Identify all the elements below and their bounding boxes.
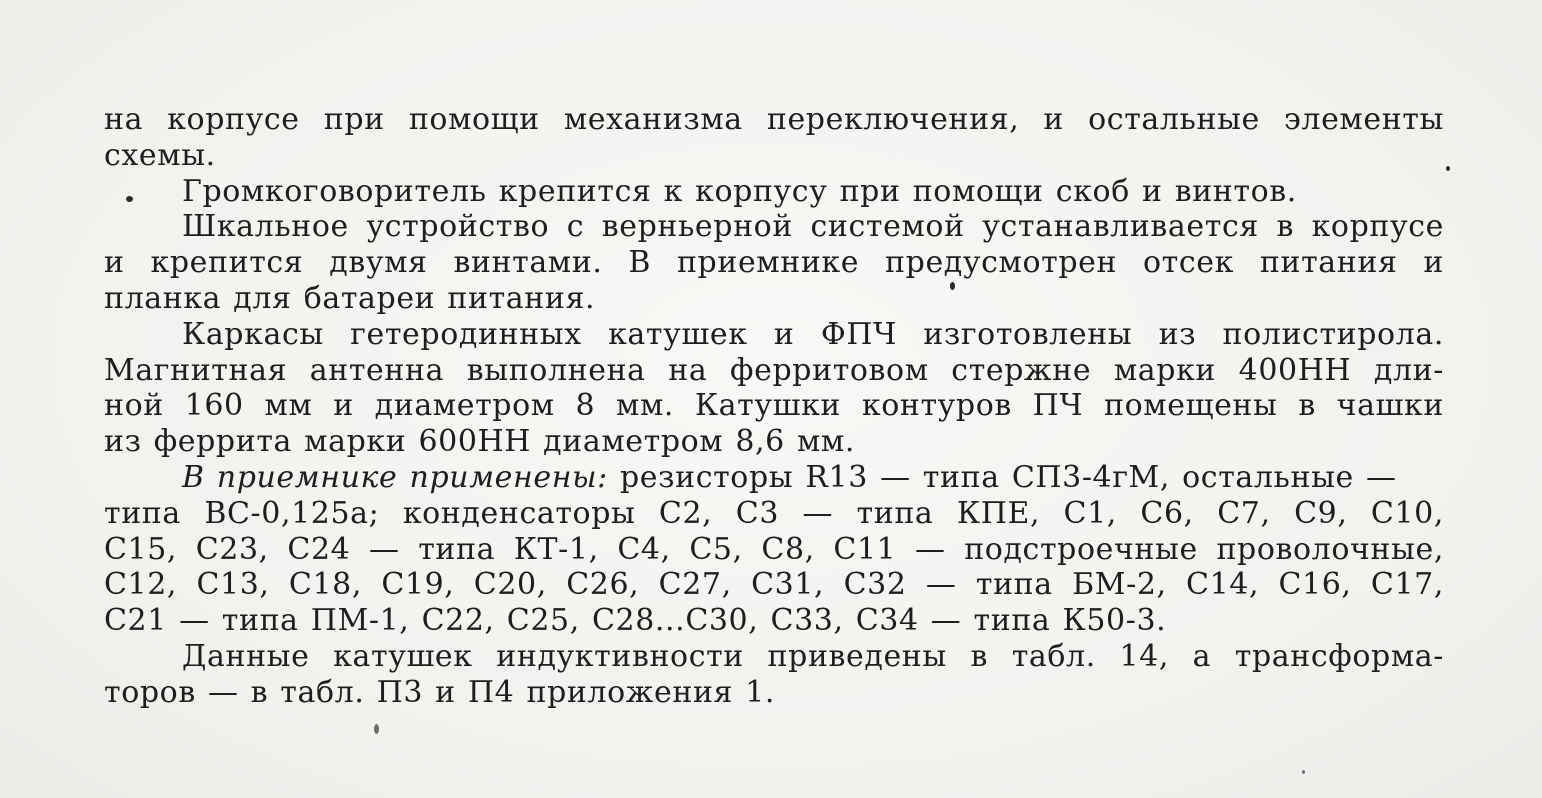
text-line: Каркасы гетеродинных катушек и ФПЧ изготовлены из полистирола. xyxy=(182,316,1444,352)
text-line: Шкальное устройство с верньерной системой устанавливается в корпусе xyxy=(182,209,1444,245)
text-line: планка для батареи питания. xyxy=(104,280,596,316)
text-line: Магнитная антенна выполнена на ферритовом стержне марки 400НН дли- xyxy=(104,352,1444,388)
text-line: C15, C23, C24 — типа КТ-1, C4, C5, C8, C11 — подстроечные проволочные, xyxy=(104,531,1444,567)
text-line: типа ВС-0,125а; конденсаторы C2, C3 — типа КПЕ, C1, C6, C7, C9, C10, xyxy=(104,495,1444,531)
text-line: C21 — типа ПМ-1, C22, C25, C28...C30, C33, C34 — типа К50-3. xyxy=(104,603,1167,639)
text-line: C12, C13, C18, C19, C20, C26, C27, C31, C32 — типа БМ-2, C14, C16, C17, xyxy=(104,567,1444,603)
text-line: Громкоговоритель крепится к корпусу при помощи скоб и винтов. xyxy=(182,173,1297,209)
ink-speck xyxy=(1446,166,1450,171)
italic-lead: В приемнике применены: xyxy=(182,459,608,495)
text-line-rest: резисторы R13 — типа СП3-4гМ, остальные — xyxy=(607,459,1397,495)
ink-speck xyxy=(950,282,955,290)
text-line: торов — в табл. П3 и П4 приложения 1. xyxy=(104,674,776,710)
ink-speck xyxy=(374,724,379,734)
ink-speck xyxy=(1302,770,1305,774)
text-line xyxy=(104,460,1444,496)
document-body xyxy=(104,102,1444,711)
text-line: ной 160 мм и диаметром 8 мм. Катушки контуров ПЧ помещены в чашки xyxy=(104,388,1444,424)
text-line: на корпусе при помощи механизма переключения, и остальные элементы xyxy=(104,102,1444,137)
text-line: схемы. xyxy=(104,137,216,173)
text-line: и крепится двумя винтами. В приемнике предусмотрен отсек питания и xyxy=(104,245,1444,281)
text-line: Данные катушек индуктивности приведены в табл. 14, а трансформа- xyxy=(182,638,1444,674)
text-line: из феррита марки 600НН диаметром 8,6 мм. xyxy=(104,424,856,460)
ink-speck xyxy=(126,196,133,202)
